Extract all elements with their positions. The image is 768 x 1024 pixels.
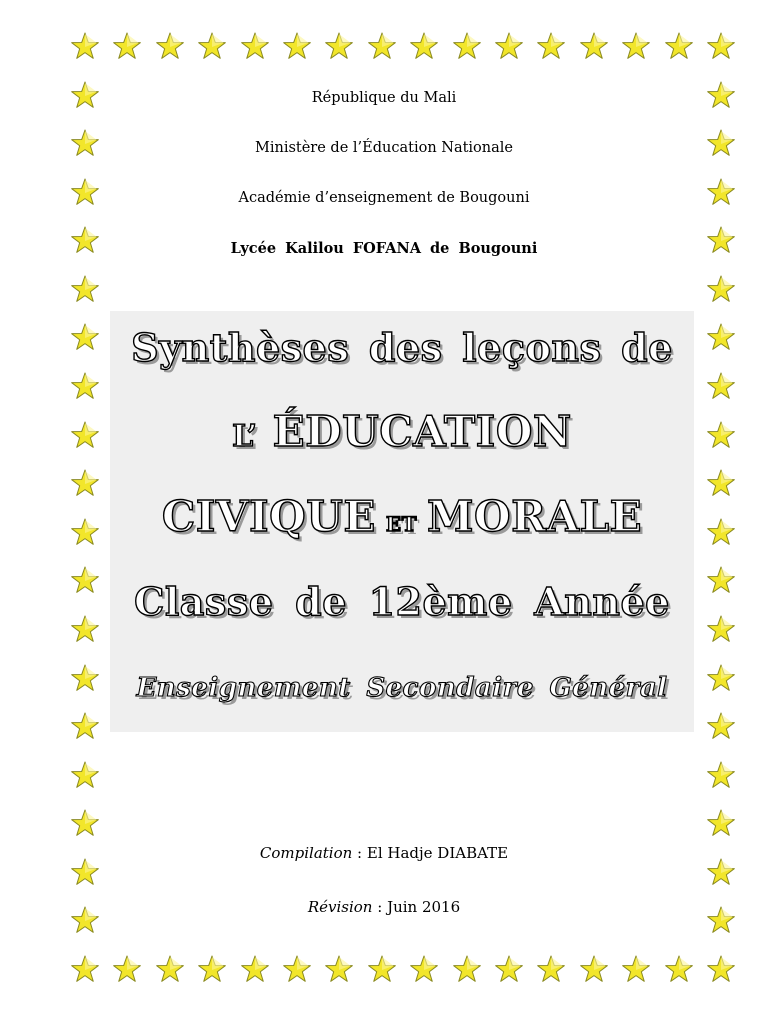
star-icon: [706, 955, 736, 985]
title-line-3: [110, 492, 694, 541]
star-icon: [452, 955, 482, 985]
star-icon: [706, 809, 736, 839]
compilation-line: [0, 844, 768, 862]
star-icon: [706, 275, 736, 305]
title-line-2: [110, 407, 694, 456]
star-icon: [367, 955, 397, 985]
star-icon: [706, 566, 736, 596]
star-icon: [536, 32, 566, 62]
star-icon: [367, 32, 397, 62]
compilation-value: : El Hadje DIABATE: [352, 844, 509, 862]
star-icon: [70, 761, 100, 791]
star-icon: [409, 955, 439, 985]
star-icon: [70, 323, 100, 353]
star-icon: [70, 664, 100, 694]
school-line: Lycée Kalilou FOFANA de Bougouni: [230, 240, 538, 257]
star-icon: [70, 955, 100, 985]
star-icon: [70, 372, 100, 402]
country-line: République du Mali: [311, 90, 457, 106]
title-civique: CIVIQUE: [161, 492, 376, 541]
star-icon: [70, 518, 100, 548]
revision-label: Révision: [307, 898, 373, 916]
compilation-label: Compilation: [259, 844, 353, 862]
star-icon: [621, 32, 651, 62]
ministry-line: Ministère de l’Éducation Nationale: [255, 140, 513, 156]
star-icon: [324, 32, 354, 62]
star-icon: [70, 32, 100, 62]
star-icon: [70, 615, 100, 645]
title-education: ÉDUCATION: [257, 407, 572, 456]
academy-line: Académie d’enseignement de Bougouni: [238, 190, 530, 206]
star-icon: [70, 809, 100, 839]
title-morale: MORALE: [427, 492, 643, 541]
star-icon: [706, 372, 736, 402]
star-icon: [494, 955, 524, 985]
star-icon: [706, 518, 736, 548]
title-article: L’: [232, 419, 258, 454]
star-icon: [706, 32, 736, 62]
star-icon: [197, 955, 227, 985]
star-icon: [70, 275, 100, 305]
star-icon: [70, 566, 100, 596]
star-icon: [324, 955, 354, 985]
star-icon: [70, 712, 100, 742]
star-icon: [70, 421, 100, 451]
star-icon: [706, 469, 736, 499]
star-icon: [494, 32, 524, 62]
revision-line: [0, 898, 768, 916]
star-icon: [452, 32, 482, 62]
star-icon: [706, 421, 736, 451]
star-icon: [621, 955, 651, 985]
star-icon: [155, 955, 185, 985]
star-icon: [70, 858, 100, 888]
star-icon: [579, 955, 609, 985]
star-icon: [409, 32, 439, 62]
title-et: ET: [385, 512, 418, 536]
star-icon: [240, 32, 270, 62]
title-line-level: Enseignement Secondaire Général: [136, 673, 668, 703]
star-icon: [282, 955, 312, 985]
title-box: [110, 311, 694, 732]
star-icon: [112, 955, 142, 985]
star-icon: [536, 955, 566, 985]
star-icon: [706, 664, 736, 694]
revision-value: : Juin 2016: [372, 898, 461, 916]
title-line-1: Synthèses des leçons de: [131, 325, 673, 370]
star-icon: [706, 712, 736, 742]
star-icon: [282, 32, 312, 62]
star-icon: [706, 615, 736, 645]
star-icon: [70, 469, 100, 499]
star-icon: [706, 761, 736, 791]
star-icon: [664, 955, 694, 985]
star-icon: [664, 32, 694, 62]
star-icon: [112, 32, 142, 62]
star-icon: [706, 323, 736, 353]
star-icon: [155, 32, 185, 62]
star-icon: [240, 955, 270, 985]
title-line-class: Classe de 12ème Année: [134, 579, 670, 624]
star-icon: [579, 32, 609, 62]
star-icon: [706, 858, 736, 888]
star-icon: [197, 32, 227, 62]
